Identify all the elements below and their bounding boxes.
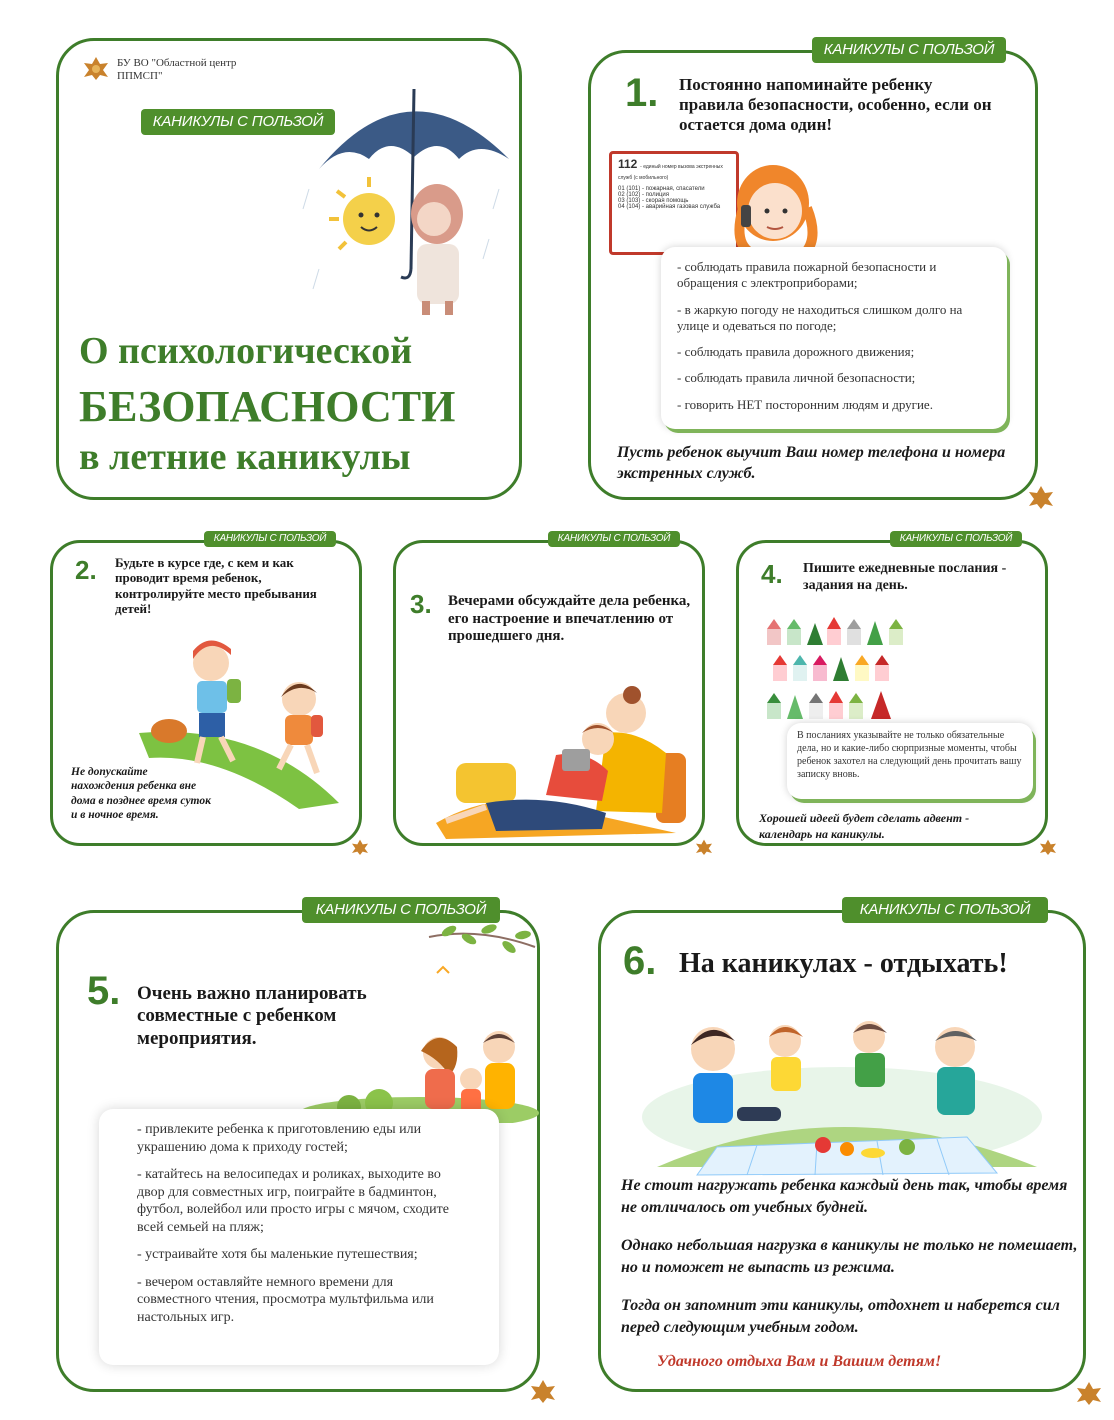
emergency-line: 01 (101) - пожарная, спасатели (618, 186, 705, 193)
org-name: БУ ВО "Областной центр ППМСП" (117, 57, 237, 82)
logo-icon (694, 838, 714, 856)
tag-label: КАНИКУЛЫ С ПОЛЬЗОЙ (812, 37, 1006, 63)
activity-item: - катайтесь на велосипедах и роликах, выходите во двор для совместных игр, поиграйте в бадминтон, футбол, волейбол или просто игры с мячом, сходите всей семьей на пляж; (137, 1167, 449, 1235)
advent-tip-text: В посланиях указывайте не только обязательные дела, но и какие-либо сюрпризные моменты, чтобы ребенок захотел на следующий день прочитать вашу записку вновь. (797, 730, 1022, 780)
rest-paragraph-2: Однако небольшая нагрузка в каникулы не только не помешает, но и поможет не выпасть из режима. (621, 1237, 1078, 1276)
joint-activities-box (99, 1109, 499, 1365)
tip-number: 3. (410, 589, 432, 619)
rule-item: - соблюдать правила пожарной безопасности и обращения с электроприборами; (677, 259, 937, 291)
rest-paragraph-3: Тогда он запомнит эти каникулы, отдохнет и наберется сил перед следующим учебным годом. (621, 1297, 1060, 1336)
title-line-2: БЕЗОПАСНОСТИ (79, 382, 456, 431)
tip-card-2 (50, 540, 362, 846)
tip-heading: Вечерами обсуждайте дела ребенка, его настроение и впечатлению от прошедшего дня. (448, 593, 691, 645)
logo-icon (528, 1378, 558, 1404)
tag-label: КАНИКУЛЫ С ПОЛЬЗОЙ (302, 897, 500, 923)
logo-icon (1026, 484, 1056, 510)
title-line-3: в летние каникулы (79, 436, 411, 478)
rule-item: - говорить НЕТ посторонним людям и другие. (677, 396, 933, 412)
tip-card-4 (736, 540, 1048, 846)
tip-footer: Хорошей идеей будет сделать адвент - календарь на каникулы. (759, 811, 970, 841)
emergency-line: 03 (103) - скорая помощь (618, 198, 689, 205)
tag-label: КАНИКУЛЫ С ПОЛЬЗОЙ (890, 531, 1022, 547)
tip-number: 1. (625, 71, 659, 115)
logo-icon (1038, 838, 1058, 856)
tag-label: КАНИКУЛЫ С ПОЛЬЗОЙ (842, 897, 1048, 923)
tip-number: 2. (75, 555, 97, 585)
tip-heading: На каникулах - отдыхать! (679, 948, 1008, 979)
tip-card-3 (393, 540, 705, 846)
tag-label: КАНИКУЛЫ С ПОЛЬЗОЙ (204, 531, 336, 547)
activity-item: - вечером оставляйте немного времени для совместного чтения, просмотра мультфильма или настольных игр. (137, 1274, 434, 1325)
safety-rules-box (661, 247, 1007, 429)
tip-card-1 (588, 50, 1038, 500)
girl-phone-illustration (721, 153, 831, 257)
rest-paragraph-1: Не стоит нагружать ребенка каждый день так, чтобы время не отличалось от учебных будней. (621, 1177, 1068, 1216)
tip-heading: Пишите ежедневные послания - задания на день. (803, 561, 1007, 593)
rule-item: - в жаркую погоду не находиться слишком долго на улице и одеваться по погоде; (677, 301, 963, 333)
logo-icon (1074, 1380, 1104, 1406)
tip-heading: Очень важно планировать совместные с ребенком мероприятия. (137, 983, 367, 1049)
tag-label: КАНИКУЛЫ С ПОЛЬЗОЙ (548, 531, 680, 547)
tip-note: Не допускайте нахождения ребенка вне дома в позднее время суток и в ночное время. (71, 766, 211, 822)
emergency-line: 02 (102) - полиция (618, 192, 670, 199)
closing-wish: Удачного отдыха Вам и Вашим детям! (657, 1353, 942, 1370)
tip-heading: Постоянно напоминайте ребенку правила безопасности, особенно, если он остается дома один! (679, 75, 992, 135)
activity-item: - устраивайте хотя бы маленькие путешествия; (137, 1247, 418, 1262)
tip-number: 5. (87, 969, 121, 1013)
emergency-line: 04 (104) - аварийная газовая служба (618, 204, 721, 211)
branch-leaves-illustration (419, 917, 539, 987)
rule-item: - соблюдать правила дорожного движения; (677, 344, 915, 359)
tip-card-6 (598, 910, 1086, 1392)
tip-heading: Будьте в курсе где, с кем и как проводит время ребенок, контролируйте место пребывания детей! (115, 555, 317, 616)
title-line-1: О психологической (79, 330, 413, 372)
tip-card-5 (56, 910, 540, 1392)
logo-icon (81, 55, 111, 81)
emergency-numbers-card (609, 151, 739, 255)
picnic-family-illustration (637, 997, 1047, 1177)
advent-tip-box (787, 723, 1033, 799)
logo-icon (350, 838, 370, 856)
title-card (56, 38, 522, 500)
tip-number: 6. (623, 939, 657, 983)
mother-daughter-reading-illustration (426, 683, 696, 843)
tip-footer: Пусть ребенок выучит Ваш номер телефона и номера экстренных служб. (617, 444, 1006, 482)
advent-calendar-houses-illustration (767, 615, 937, 725)
activity-item: - привлеките ребенка к приготовлению еды или украшению дома к приходу гостей; (137, 1122, 422, 1155)
rule-item: - соблюдать правила личной безопасности; (677, 370, 916, 386)
emergency-main-number: 112 (618, 157, 638, 171)
tag-label: КАНИКУЛЫ С ПОЛЬЗОЙ (141, 109, 335, 135)
tip-number: 4. (761, 559, 783, 589)
umbrella-children-illustration (299, 69, 519, 319)
family-illustration (289, 1023, 539, 1123)
emergency-main-desc: - единый номер вызова экстренных служб (с мобильного) (618, 164, 723, 182)
